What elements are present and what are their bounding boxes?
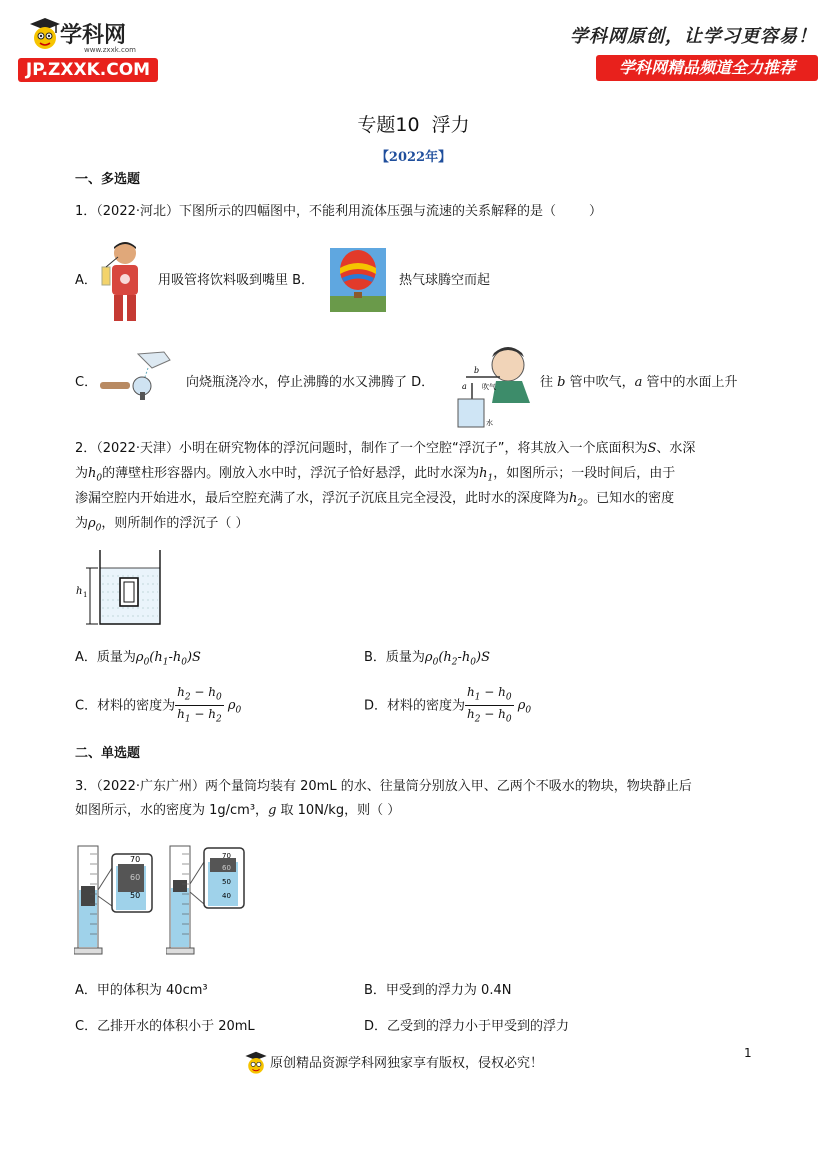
text-fragment: 、水深 xyxy=(656,441,696,456)
option-b-text: 热气球腾空而起 xyxy=(399,273,491,288)
fig-label-water: 水 xyxy=(486,419,493,427)
option-label: A． xyxy=(75,273,97,288)
var-h1: $h_1$ xyxy=(479,466,494,484)
question-stem-line xyxy=(75,440,695,458)
question-stem-line xyxy=(75,465,675,488)
text-fragment: ，则所制作的浮沉子（ ） xyxy=(101,516,249,531)
text-fragment: 取 10N/kg，则（ ） xyxy=(276,803,401,818)
option-a-label: A．质量为 xyxy=(75,650,136,665)
option-c[interactable]: C．乙排开水的体积小于 20mL xyxy=(75,1019,255,1034)
text-fragment: 为 xyxy=(75,516,89,531)
option-a[interactable]: A．甲的体积为 40cm³ xyxy=(75,983,208,998)
option-a-text: 用吸管将饮料吸到嘴里 B． xyxy=(158,273,315,288)
option-c[interactable]: C．材料的密度为 $\frac{h_2 - h_0}{h_1 - h_2}$ $\rho_0$ xyxy=(75,685,242,725)
mascot-icon xyxy=(244,1050,268,1076)
text-fragment: 为 xyxy=(75,466,89,481)
text-fragment: 的薄壁柱形容器内。刚放入水中时，浮沉子恰好悬浮，此时水深为 xyxy=(102,466,480,481)
container-figure xyxy=(74,548,166,628)
var-h2: $h_2$ xyxy=(569,491,584,509)
zoom-tick: 60 xyxy=(222,864,231,872)
fig-label-blow: 吹气 xyxy=(482,383,496,391)
year-tag: 【2022年】 xyxy=(375,150,452,165)
page-title: 专题10 浮力 xyxy=(357,114,470,136)
cylinder-figure-2 xyxy=(166,840,250,956)
flask-cooling-image xyxy=(98,350,176,400)
zoom-tick: 50 xyxy=(222,878,231,886)
footer-copyright: 原创精品资源学科网独家享有版权，侵权必究！ xyxy=(270,1056,544,1071)
logo-name: 学科网 xyxy=(60,23,127,48)
section-heading: 二、单选题 xyxy=(75,746,141,761)
logo-url: www.zxxk.com xyxy=(84,46,136,54)
text-fragment: 管中的水面上升 xyxy=(646,375,738,390)
option-b[interactable]: B．甲受到的浮力为 0.4N xyxy=(364,983,512,998)
question-stem-line xyxy=(75,802,400,820)
fig-label-b: b xyxy=(474,366,480,375)
option-label: C． xyxy=(75,375,98,390)
fig-label-h-sub: 1 xyxy=(83,591,88,599)
hot-air-balloon-image xyxy=(330,248,386,312)
var-g: g xyxy=(268,803,277,818)
option-d-text xyxy=(540,374,738,392)
option-c-label: C．材料的密度为 xyxy=(75,698,176,714)
question-stem: 1．（2022·河北）下图所示的四幅图中，不能利用流体压强与流速的关系解释的是（ ） xyxy=(75,204,603,219)
boy-drinking-image xyxy=(100,239,150,321)
text-fragment: 管中吹气， xyxy=(569,375,635,390)
question-stem-line xyxy=(75,515,249,538)
option-b-label: B．质量为 xyxy=(364,650,425,665)
text-fragment: 如图所示，水的密度为 1g/cm³， xyxy=(75,803,269,818)
mascot-icon xyxy=(28,16,62,52)
header-slogan: 学科网原创，让学习更容易！ xyxy=(570,26,817,47)
zoom-tick: 70 xyxy=(130,855,141,864)
fig-label-h: h xyxy=(76,586,83,597)
site-badge[interactable]: JP.ZXXK.COM xyxy=(18,58,158,82)
header-logo[interactable] xyxy=(26,14,166,86)
option-d-label: D．材料的密度为 xyxy=(364,698,466,714)
blowing-tube-image xyxy=(456,343,534,429)
page-number: 1 xyxy=(744,1046,752,1060)
option-d[interactable]: D．材料的密度为 $\frac{h_1 - h_0}{h_2 - h_0}$ $\rho_0$ xyxy=(364,685,532,725)
cylinder-figure-1 xyxy=(74,840,160,956)
var-b: b xyxy=(557,375,566,390)
var-s: S xyxy=(647,441,657,456)
var-h0: $h_0$ xyxy=(88,466,103,484)
section-heading: 一、多选题 xyxy=(75,172,141,187)
promo-banner[interactable]: 学科网精品频道全力推荐 xyxy=(596,55,818,81)
zoom-tick: 70 xyxy=(222,852,231,860)
option-d[interactable]: D．乙受到的浮力小于甲受到的浮力 xyxy=(364,1019,570,1034)
option-c-text: 向烧瓶浇冷水，停止沸腾的水又沸腾了 D． xyxy=(186,375,435,390)
question-stem-line xyxy=(75,490,674,513)
var-a: a xyxy=(634,375,643,390)
text-fragment: 2．（2022·天津）小明在研究物体的浮沉问题时，制作了一个空腔“浮沉子”，将其放入一个底面积为 xyxy=(75,441,648,456)
text-fragment: 渗漏空腔内开始进水，最后空腔充满了水，浮沉子沉底且完全浸没，此时水的深度降为 xyxy=(75,491,570,506)
text-fragment: ，如图所示；一段时间后，由于 xyxy=(493,466,676,481)
fig-label-a: a xyxy=(462,382,467,391)
text-fragment: 。已知水的密度 xyxy=(583,491,675,506)
option-a[interactable]: A．质量为$\rho_0(h_1-h_0)S$ xyxy=(75,650,201,668)
zoom-tick: 50 xyxy=(130,891,141,900)
option-b[interactable]: B．质量为$\rho_0(h_2-h_0)S$ xyxy=(364,650,490,668)
text-fragment: 往 xyxy=(540,375,554,390)
var-rho0: $\rho_0$ xyxy=(88,516,102,534)
zoom-tick: 40 xyxy=(222,892,231,900)
question-stem-line: 3．（2022·广东广州）两个量筒均装有 20mL 的水、往量筒分别放入甲、乙两个不吸水的物块，物块静止后 xyxy=(75,779,692,794)
zoom-tick: 60 xyxy=(130,873,141,882)
